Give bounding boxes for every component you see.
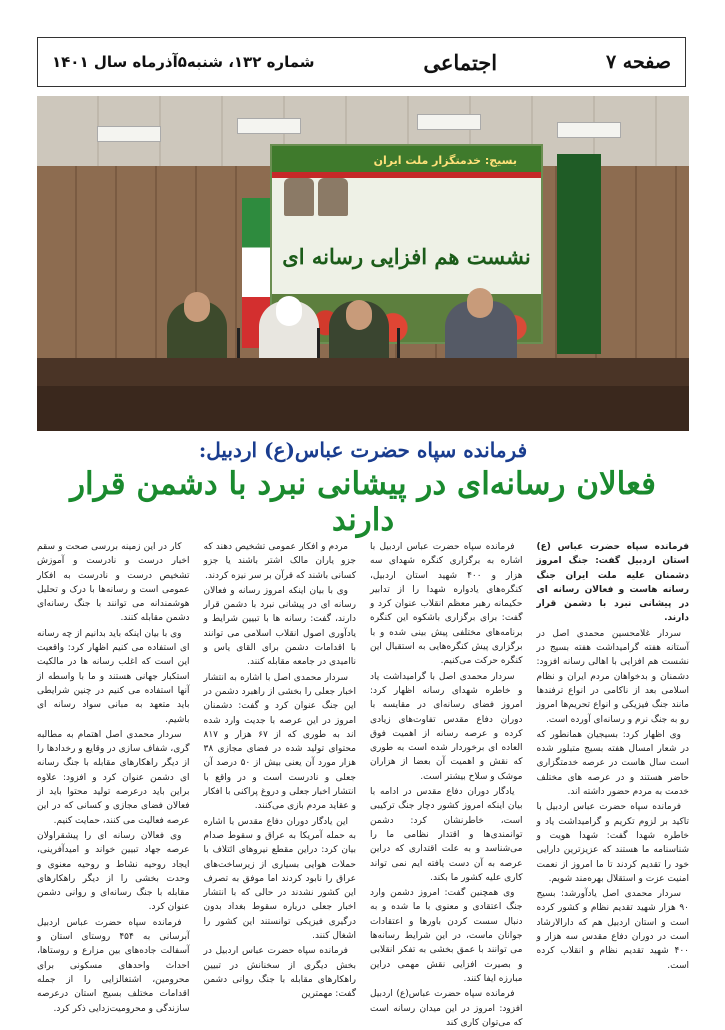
article-paragraph: این یادگار دوران دفاع مقدس با اشاره به حمله آمریکا به عراق و سقوط صدام بیان کرد: دراین مقطع نیروهای ائتلاف با حملات هوایی بسیاری از زیرساخت‌های عراق را نابود کردند اما موفق به تصرف این کشور نشدند در حالی که با انتشار اخبار جعلی درباره سقوط بغداد بدون درگیری فیزیکی توانستند این کشور را اشغال کنند.	[203, 816, 356, 942]
article-paragraph: مردم و افکار عمومی تشخیص دهند که جزو یاران مالک اشتر باشند یا جزو کسانی باشند که قرآن بر سر نیزه کردند.	[203, 542, 356, 581]
person-head	[467, 288, 493, 318]
article-paragraph: یادگار دوران دفاع مقدس در ادامه با بیان اینکه امروز کشور دچار جنگ ترکیبی است، خاطرنشان کرد: دشمن توانمندی‌ها و اقتدار نظامی ما را می‌شناسد و به علت اقتداری که دراین عرصه به آن دست یافته ایم نمی تواند کاری علیه کشور ما بکند.	[370, 787, 523, 883]
article-headline: فعالان رسانه‌ای در پیشانی نبرد با دشمن قرار دارند	[70, 466, 656, 538]
portrait	[284, 178, 314, 216]
conference-table-front	[37, 386, 689, 431]
microphone	[237, 328, 240, 358]
person-head	[184, 292, 210, 322]
section-title: اجتماعی	[423, 49, 498, 75]
ceiling-light	[237, 118, 301, 134]
portrait	[318, 178, 348, 216]
article-paragraph: وی همچنین گفت: امروز دشمن وارد جنگ اعتقادی و معنوی با ما شده و به دنبال سست کردن باورها و اعتقادات جوانان ماست، در این شرایط رسانه‌ها می توانند با عمق بخشی به تفکر انقلابی و بصیرت افزایی نقش مهمی دراین مبارزه ایفا کنند.	[370, 888, 523, 984]
person-head	[276, 296, 302, 326]
page-header	[37, 37, 686, 87]
article-column-4	[37, 540, 190, 1014]
ceiling-light	[417, 114, 481, 130]
article-paragraph: وی اظهار کرد: بسیجیان همانطور که در شعار امسال هفته بسیج متبلور شده است سال هاست در عرصه خدمتگزاری حاضر هستند و در عرصه های مختلف خدمت به مردم حضور داشته اند.	[536, 729, 689, 798]
microphone	[397, 328, 400, 358]
article-kicker: فرمانده سپاه حضرت عباس(ع) اردبیل:	[198, 438, 528, 462]
article-paragraph: فرمانده سپاه حضرت عباس اردبیل با اشاره به برگزاری کنگره شهدای سه هزار و ۴۰۰ شهید استان اردبیل، کنگره‌های یادواره شهدا را از تدابیر حکیمانه رهبر معظم انقلاب عنوان کرد و گفت: برای برگزاری باشکوه این کنگره برنامه‌های مختلفی پیش بینی شده و با برگزاری پیش کنگره‌هایی به استقبال این کنگره حرکت می‌کنیم.	[370, 542, 523, 667]
article-column-1	[537, 540, 690, 990]
article-paragraph: سردار غلامحسین محمدی اصل در آستانه هفته گرامیداشت هفته بسیج در نشست هم افزایی با اهالی رسانه افزود: دشمنان و بدخواهان مردم ایران و نظام اسلامی بعد از ناکامی در انواع ترفندها مانند جنگ فیزیکی و انواع تحریم‌ها امروز رو به جنگ نرم و رسانه‌ای آورده است.	[536, 628, 689, 725]
banner-title: نشست هم افزایی رسانه ای	[282, 244, 531, 269]
article-paragraph: فرمانده سپاه حضرت عباس اردبیل در بخش دیگری از سخنانش در تبیین راهکارهای مقابله با جنگ روانی دشمن گفت: مهمترین	[203, 946, 356, 1000]
article-photo	[37, 96, 689, 431]
article-paragraph: کار در این زمینه بررسی صحت و سقم اخبار درست و نادرست و آموزش تشخیص درست و نادرست به افکار عمومی است و رسانه‌ها با درک و تحلیل هوشمندانه می توانند با جنگ رسانه‌ای دشمن مقابله کنند.	[37, 542, 190, 624]
article-column-3	[203, 540, 357, 1000]
article-paragraph: سردار محمدی اصل یادآورشد: بسیج ۹۰ هزار شهید تقدیم نظام و کشور کرده است و استان اردبیل هم که دارالارشاد است در دوران دفاع مقدس سه هزار و ۴۰۰ شهید تقدیم نظام و انقلاب کرده است.	[536, 889, 689, 971]
article-paragraph: فرمانده سپاه حضرت عباس اردبیل با تاکید بر لزوم تکریم و گرامیداشت یاد و خاطره شهدا گفت: شهدا هویت و شناسنامه ما هستند که عزیزترین دارایی خود را تقدیم کردند تا ما امروز از نعمت امنیت عزت و استقلال بهره‌مند شویم.	[536, 802, 689, 884]
issue-info: شماره ۱۳۲، شنبه۵آذرماه سال ۱۴۰۱	[52, 53, 315, 71]
article-paragraph: فرمانده سپاه حضرت عباس(ع) اردبیل افزود: امروز در این میدان رسانه است که می‌توان کاری کند	[370, 989, 523, 1028]
person-head	[346, 300, 372, 330]
ceiling-light	[97, 126, 161, 142]
article-paragraph: وی با بیان اینکه باید بدانیم از چه رسانه ای استفاده می کنیم اظهار کرد: واقعیت این است که اغلب رسانه ها در مالکیت استکبار جهانی هستند و ما با واسطه از آنها استفاده می کنیم در چنین شرایطی باید متعهد به مبانی سواد رسانه ای باشیم.	[37, 628, 190, 725]
article-paragraph: وی با بیان اینکه امروز رسانه و فعالان رسانه ای در پیشانی نبرد با دشمن قرار دارند، گفت: رسانه ها با تبیین شرایط و یادآوری اصول انقلاب اسلامی می توانند با اقدامات دشمن برای القای یاس و ناامیدی در جامعه مقابله کنند.	[203, 585, 356, 668]
green-flag	[557, 154, 601, 354]
article-paragraph: سردار محمدی اصل با اشاره به انتشار اخبار جعلی را بخشی از راهبرد دشمن در این جنگ عنوان کرد و گفت: دشمنان امروز در این عرصه با جدیت وارد شده اند به طوری که از ۶۷ هزار و ۸۱۷ محتوای تولید شده در فضای مجازی ۳۸ هزار مورد آن یعنی بیش از ۵۰ درصد آن جعلی و نادرست است و در واقع با انتشار اخبار جعلی و دروغ پراکنی با افکار و عقاید مردم بازی می‌کنند.	[203, 672, 356, 812]
article-body	[37, 540, 689, 1028]
banner-slogan: بسیج: خدمتگزار ملت ایران	[373, 154, 517, 167]
article-paragraph: وی فعالان رسانه ای را پیشقراولان عرصه جهاد تبیین خواند و امیدآفرینی، ایجاد روحیه نشاط و روحیه معنوی و وحدت بخشی را از دیگر راهکارهای مقابله با جنگ رسانه‌ای و روانی دشمن عنوان کرد.	[37, 830, 190, 913]
article-paragraph: فرمانده سپاه حضرت عباس اردبیل آبرسانی به ۴۵۴ روستای استان و آسفالت جاده‌های بین مزارع و روستاها، احداث واحدهای مسکونی برای محرومین، اشتغالزایی را از جمله اقدامات مختلف بسیج استان درعرصه سازندگی و محرومیت‌زدایی ذکر کرد.	[37, 917, 190, 1014]
article-paragraph: سردار محمدی اصل با گرامیداشت یاد و خاطره شهدای رسانه اظهار کرد: امروز فضای رسانه‌ای در مقایسه با دوران دفاع مقدس تفاوت‌های زیادی کرده و عرصه رسانه از اهمیت فوق العاده ای برخوردار شده است به طوری که نقش و اهمیت آن بعضا از هزاران موشک و سلاح بیشتر است.	[370, 671, 523, 782]
article-column-2	[370, 540, 523, 1028]
microphone	[317, 328, 320, 358]
ceiling-light	[557, 122, 621, 138]
banner-red-bar	[272, 172, 541, 178]
article-paragraph: سردار محمدی اصل اهتمام به مطالبه گری، شفاف سازی در وقایع و رخدادها را از دیگر راهکارهای مقابله با جنگ رسانه ای دشمن عنوان کرد و افزود: علاوه براین باید درعرصه تولید محتوا باید از فعالان فضای مجازی و کسانی که در این عرصه فعالیت می کنند، حمایت کنیم.	[37, 729, 190, 826]
article-paragraph: فرمانده سپاه حضرت عباس (ع) استان اردبیل گفت: جنگ امروز دشمنان علیه ملت ایران جنگ رسانه هاست و فعالان رسانه ای در پیشانی نبرد با دشمن قرار دارند.	[536, 542, 689, 624]
page-number: صفحه ۷	[605, 51, 671, 73]
